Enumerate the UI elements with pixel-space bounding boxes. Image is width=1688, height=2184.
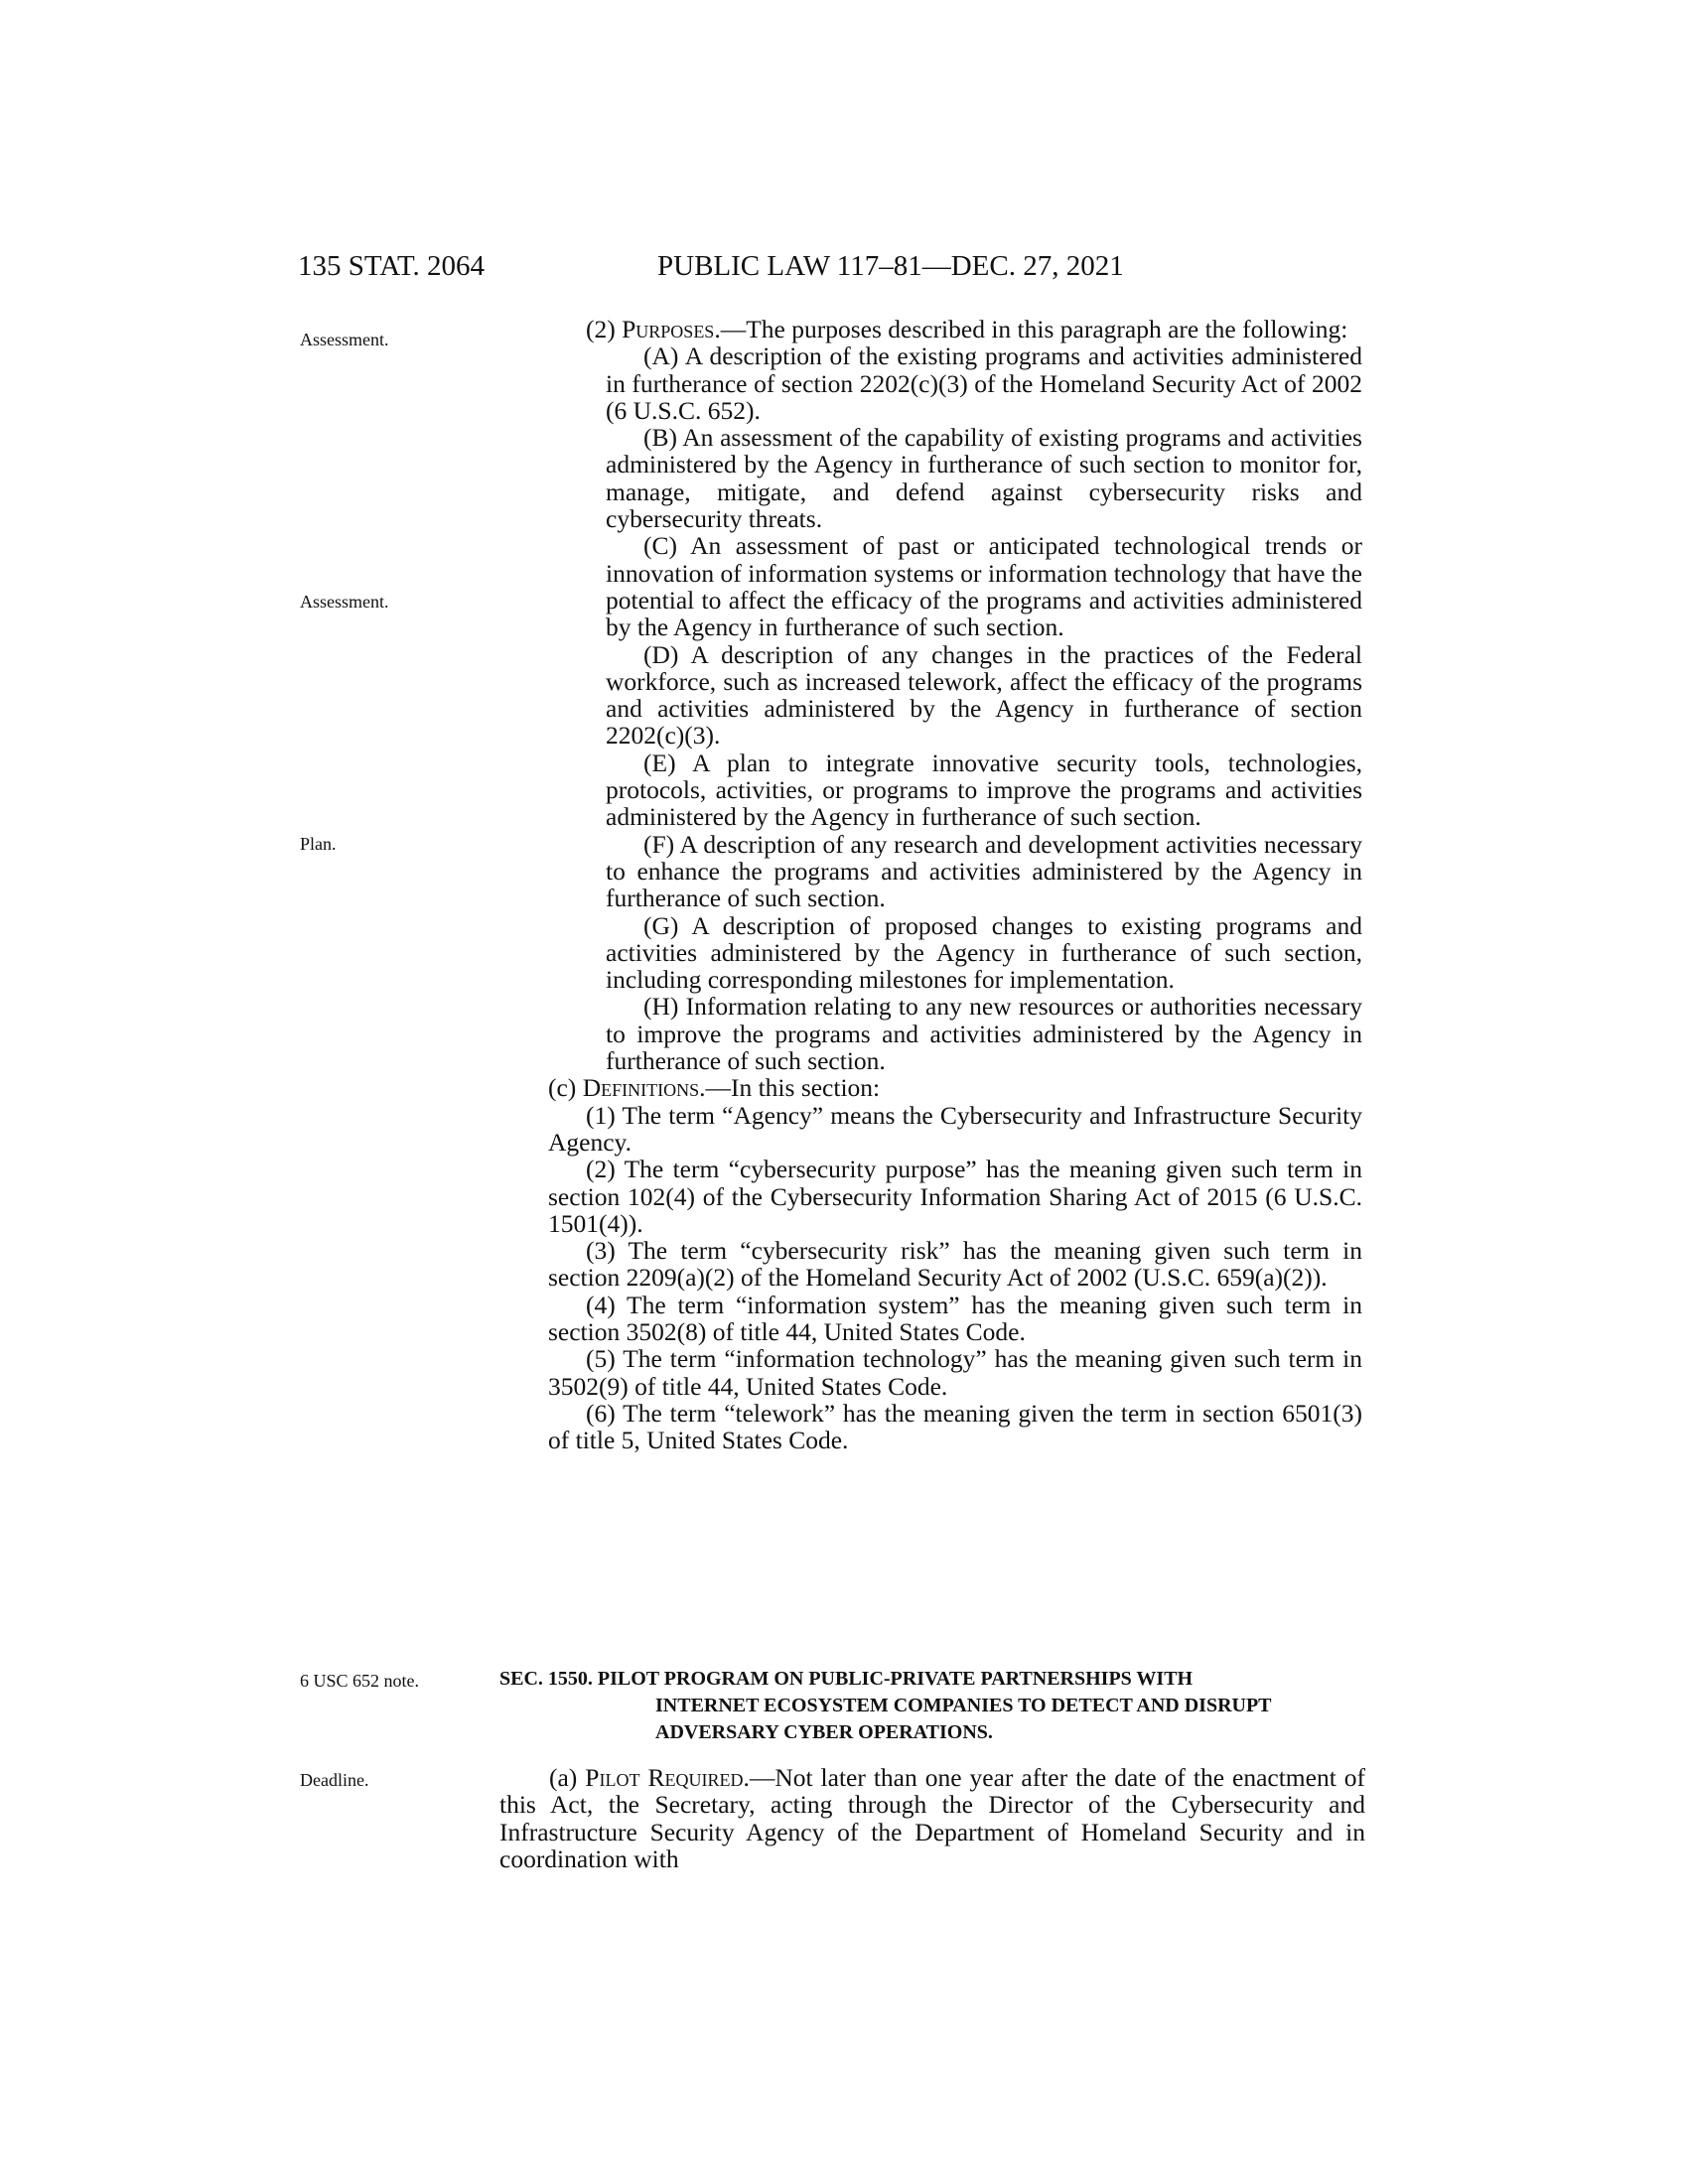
section-heading-line-1: SEC. 1550. PILOT PROGRAM ON PUBLIC-PRIVATE PARTNERSHIPS WITH bbox=[499, 1668, 1194, 1690]
running-header bbox=[0, 246, 1688, 286]
definition-item-4: (4) The term “information system” has the meaning given such term in section 3502(8) of title 44, United States Code. bbox=[548, 1290, 1362, 1346]
section-1550-text bbox=[499, 1764, 1365, 1872]
purposes-heading: Purposes bbox=[622, 315, 715, 343]
margin-note-plan: Plan. bbox=[300, 834, 337, 854]
purpose-item-h: (H) Information relating to any new resources or authorities necessary to improve the programs and activities administered by the Agency in furtherance of such section. bbox=[606, 992, 1362, 1076]
stat-citation: 135 STAT. 2064 bbox=[298, 250, 486, 282]
margin-note-assessment: Assessment. bbox=[300, 592, 389, 612]
purpose-item-e: (E) A plan to integrate innovative security tools, technologies, protocols, activities, or programs to improve the programs and activities administered by the Agency in furtherance of such section. bbox=[606, 748, 1362, 832]
purpose-item-d: (D) A description of any changes in the practices of the Federal workforce, such as increased telework, affect the efficacy of the programs and activities administered by the Agency in furtherance of section 2202(c)(3). bbox=[606, 639, 1362, 751]
public-law-title: PUBLIC LAW 117–81—DEC. 27, 2021 bbox=[657, 250, 1124, 282]
purposes-paragraph: (2) Purposes.—The purposes described in this paragraph are the following: bbox=[586, 315, 1348, 343]
margin-note-deadline: Deadline. bbox=[300, 1770, 369, 1790]
definitions-heading: Definitions bbox=[582, 1073, 700, 1103]
definitions-paragraph: (c) Definitions.—In this section: bbox=[548, 1073, 881, 1103]
main-text-block bbox=[548, 316, 1362, 1453]
purpose-item-b: (B) An assessment of the capability of existing programs and activities administered by the Agency in furtherance of such section to monitor for, manage, mitigate, and defend against cybersecurity risks and cybersecurity threats. bbox=[606, 423, 1362, 534]
section-heading-continuation: INTERNET ECOSYSTEM COMPANIES TO DETECT AND DISRUPT ADVERSARY CYBER OPERATIONS. bbox=[655, 1695, 1272, 1743]
definition-item-1: (1) The term “Agency” means the Cybersecurity and Infrastructure Security Agency. bbox=[548, 1100, 1362, 1157]
definition-item-3: (3) The term “cybersecurity risk” has the meaning given such term in section 2209(a)(2) of the Homeland Security Act of 2002 (U.S.C. 659(a)(2)). bbox=[548, 1236, 1362, 1293]
definition-item-2: (2) The term “cybersecurity purpose” has the meaning given such term in section 102(4) of the Cybersecurity Information Sharing Act of 2015 (6 U.S.C. 1501(4)). bbox=[548, 1155, 1362, 1238]
purpose-item-a: (A) A description of the existing programs and activities administered in furtherance of section 2202(c)(3) of the Homeland Security Act of 2002 (6 U.S.C. 652). bbox=[606, 341, 1362, 425]
definition-item-5: (5) The term “information technology” has the meaning given such term in 3502(9) of title 44, United States Code. bbox=[548, 1344, 1362, 1401]
definition-item-6: (6) The term “telework” has the meaning given the term in section 6501(3) of title 5, United States Code. bbox=[548, 1398, 1362, 1455]
pilot-required-heading: Pilot Required bbox=[585, 1763, 744, 1792]
section-1550-heading bbox=[499, 1666, 1365, 1746]
purpose-item-c: (C) An assessment of past or anticipated technological trends or innovation of information systems or information technology that have the potential to affect the efficacy of the programs and activities administered by the Agency in furtherance of such section. bbox=[606, 531, 1362, 642]
margin-note-usc: 6 USC 652 note. bbox=[300, 1671, 420, 1691]
purpose-item-f: (F) A description of any research and development activities necessary to enhance the programs and activities administered by the Agency in furtherance of such section. bbox=[606, 829, 1362, 913]
purpose-item-g: (G) A description of proposed changes to existing programs and activities administered by the Agency in furtherance of such section, including corresponding milestones for implementation. bbox=[606, 910, 1362, 995]
margin-note-assessment: Assessment. bbox=[300, 330, 389, 349]
pilot-required-paragraph: (a) Pilot Required.—Not later than one year after the date of the enactment of this Act, the Secretary, acting through the Director of the Cybersecurity and Infrastructure Security Agency of the Department of Homeland Security and in coordination with bbox=[499, 1763, 1366, 1873]
